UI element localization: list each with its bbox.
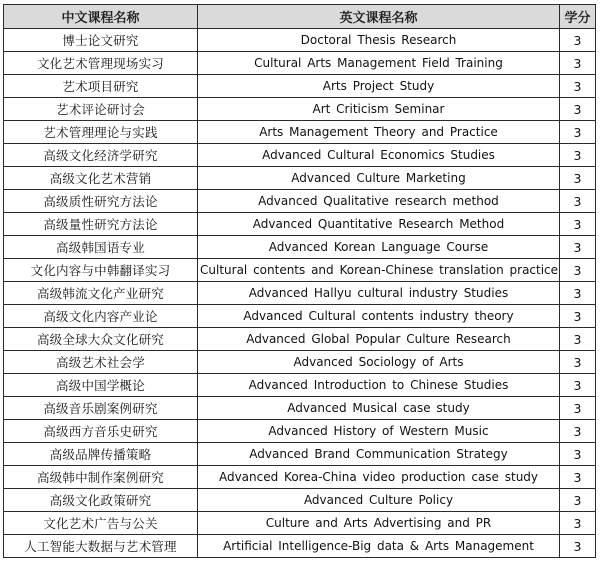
course-credits: 3 xyxy=(560,190,596,213)
course-credits: 3 xyxy=(560,144,596,167)
course-table xyxy=(3,4,596,558)
course-credits: 3 xyxy=(560,466,596,489)
table-row xyxy=(4,512,596,535)
course-credits: 3 xyxy=(560,443,596,466)
course-credits: 3 xyxy=(560,282,596,305)
table-row xyxy=(4,190,596,213)
course-chinese-name: 高级文化政策研究 xyxy=(4,489,198,512)
course-chinese-name: 高级文化艺术营销 xyxy=(4,167,198,190)
course-english-name: Cultural contents and Korean-Chinese translation practice xyxy=(198,259,560,282)
course-chinese-name: 高级音乐剧案例研究 xyxy=(4,397,198,420)
course-english-name: Artificial Intelligence-Big data & Arts Management xyxy=(198,535,560,558)
course-credits: 3 xyxy=(560,397,596,420)
course-english-name: Culture and Arts Advertising and PR xyxy=(198,512,560,535)
course-chinese-name: 高级文化内容产业论 xyxy=(4,305,198,328)
course-credits: 3 xyxy=(560,98,596,121)
course-english-name: Advanced Sociology of Arts xyxy=(198,351,560,374)
course-english-name: Advanced Korea-China video production case study xyxy=(198,466,560,489)
table-row xyxy=(4,420,596,443)
course-chinese-name: 博士论文研究 xyxy=(4,29,198,52)
course-chinese-name: 高级韩中制作案例研究 xyxy=(4,466,198,489)
course-credits: 3 xyxy=(560,328,596,351)
course-english-name: Advanced Qualitative research method xyxy=(198,190,560,213)
course-chinese-name: 高级品牌传播策略 xyxy=(4,443,198,466)
table-row xyxy=(4,374,596,397)
table-row xyxy=(4,121,596,144)
header-chinese-name: 中文课程名称 xyxy=(4,5,198,29)
table-row xyxy=(4,52,596,75)
course-english-name: Advanced Culture Policy xyxy=(198,489,560,512)
course-credits: 3 xyxy=(560,121,596,144)
course-credits: 3 xyxy=(560,535,596,558)
course-chinese-name: 高级韩国语专业 xyxy=(4,236,198,259)
course-credits: 3 xyxy=(560,29,596,52)
header-credits: 学分 xyxy=(560,5,596,29)
course-chinese-name: 高级全球大众文化研究 xyxy=(4,328,198,351)
table-row xyxy=(4,351,596,374)
table-row xyxy=(4,75,596,98)
course-english-name: Advanced History of Western Music xyxy=(198,420,560,443)
course-credits: 3 xyxy=(560,512,596,535)
course-english-name: Advanced Hallyu cultural industry Studies xyxy=(198,282,560,305)
course-chinese-name: 文化内容与中韩翻译实习 xyxy=(4,259,198,282)
table-row xyxy=(4,167,596,190)
course-english-name: Advanced Musical case study xyxy=(198,397,560,420)
course-english-name: Arts Project Study xyxy=(198,75,560,98)
course-english-name: Art Criticism Seminar xyxy=(198,98,560,121)
course-chinese-name: 高级质性研究方法论 xyxy=(4,190,198,213)
course-credits: 3 xyxy=(560,52,596,75)
course-chinese-name: 文化艺术广告与公关 xyxy=(4,512,198,535)
course-credits: 3 xyxy=(560,259,596,282)
table-row xyxy=(4,443,596,466)
table-row xyxy=(4,282,596,305)
table-row xyxy=(4,397,596,420)
course-credits: 3 xyxy=(560,305,596,328)
table-row xyxy=(4,236,596,259)
table-row xyxy=(4,213,596,236)
course-english-name: Advanced Culture Marketing xyxy=(198,167,560,190)
course-credits: 3 xyxy=(560,75,596,98)
course-english-name: Advanced Cultural Economics Studies xyxy=(198,144,560,167)
course-credits: 3 xyxy=(560,374,596,397)
course-chinese-name: 高级韩流文化产业研究 xyxy=(4,282,198,305)
course-credits: 3 xyxy=(560,213,596,236)
course-english-name: Advanced Korean Language Course xyxy=(198,236,560,259)
course-english-name: Doctoral Thesis Research xyxy=(198,29,560,52)
course-chinese-name: 文化艺术管理现场实习 xyxy=(4,52,198,75)
table-row xyxy=(4,98,596,121)
course-english-name: Arts Management Theory and Practice xyxy=(198,121,560,144)
course-chinese-name: 高级文化经济学研究 xyxy=(4,144,198,167)
table-row xyxy=(4,29,596,52)
course-credits: 3 xyxy=(560,236,596,259)
table-row xyxy=(4,466,596,489)
course-chinese-name: 高级西方音乐史研究 xyxy=(4,420,198,443)
course-english-name: Advanced Quantitative Research Method xyxy=(198,213,560,236)
table-body xyxy=(4,29,596,558)
table-row xyxy=(4,489,596,512)
table-header-row xyxy=(4,5,596,29)
course-english-name: Advanced Cultural contents industry theory xyxy=(198,305,560,328)
course-english-name: Advanced Global Popular Culture Research xyxy=(198,328,560,351)
table-row xyxy=(4,305,596,328)
table-row xyxy=(4,144,596,167)
course-chinese-name: 高级中国学概论 xyxy=(4,374,198,397)
table-row xyxy=(4,259,596,282)
course-chinese-name: 艺术管理理论与实践 xyxy=(4,121,198,144)
course-english-name: Cultural Arts Management Field Training xyxy=(198,52,560,75)
course-english-name: Advanced Brand Communication Strategy xyxy=(198,443,560,466)
course-chinese-name: 艺术项目研究 xyxy=(4,75,198,98)
course-english-name: Advanced Introduction to Chinese Studies xyxy=(198,374,560,397)
course-credits: 3 xyxy=(560,420,596,443)
table-row xyxy=(4,535,596,558)
header-english-name: 英文课程名称 xyxy=(198,5,560,29)
course-credits: 3 xyxy=(560,489,596,512)
course-chinese-name: 高级量性研究方法论 xyxy=(4,213,198,236)
course-credits: 3 xyxy=(560,351,596,374)
table-row xyxy=(4,328,596,351)
course-table-container xyxy=(3,4,595,558)
course-chinese-name: 艺术评论研讨会 xyxy=(4,98,198,121)
course-chinese-name: 高级艺术社会学 xyxy=(4,351,198,374)
course-credits: 3 xyxy=(560,167,596,190)
course-chinese-name: 人工智能大数据与艺术管理 xyxy=(4,535,198,558)
